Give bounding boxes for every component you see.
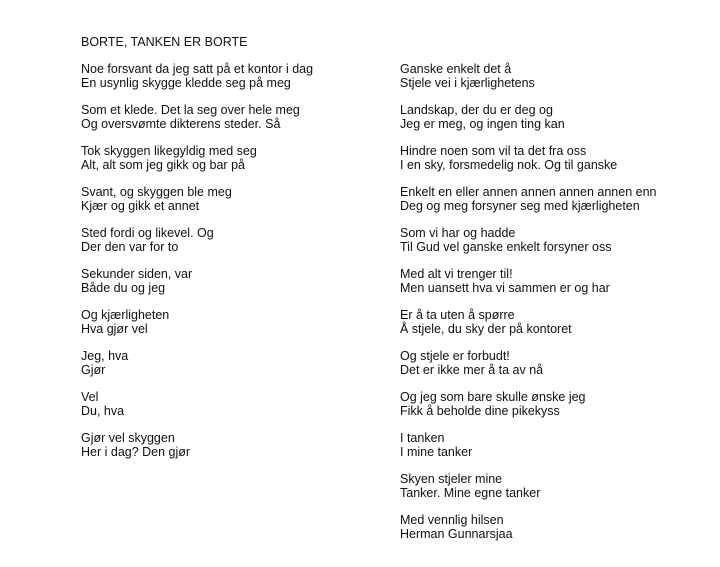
poem-line: Å stjele, du sky der på kontoret: [400, 322, 572, 336]
poem-line: Med vennlig hilsen: [400, 513, 504, 527]
stanza: [81, 390, 381, 418]
poem-line: Noe forsvant da jeg satt på et kontor i dag: [81, 62, 314, 76]
poem-line: Og jeg som bare skulle ønske jeg: [400, 390, 586, 404]
left-column: [81, 62, 381, 472]
poem-line: Som et klede. Det la seg over hele meg: [81, 103, 300, 117]
stanza: [400, 308, 700, 336]
poem-line: Og kjærligheten: [81, 308, 170, 322]
poem-line: Både du og jeg: [81, 281, 166, 295]
poem-line: I tanken: [400, 431, 445, 445]
poem-line: Jeg, hva: [81, 349, 129, 363]
poem-line: Er å ta uten å spørre: [400, 308, 515, 322]
stanza: [81, 431, 381, 459]
poem-line: Her i dag? Den gjør: [81, 445, 191, 459]
poem-line: Gjør: [81, 363, 106, 377]
stanza: [81, 267, 381, 295]
poem-line: Tanker. Mine egne tanker: [400, 486, 541, 500]
poem-line: Det er ikke mer å ta av nå: [400, 363, 544, 377]
poem-line: Med alt vi trenger til!: [400, 267, 513, 281]
poem-title: BORTE, TANKEN ER BORTE: [81, 35, 248, 49]
stanza: [400, 226, 700, 254]
poem-line: Tok skyggen likegyldig med seg: [81, 144, 257, 158]
poem-line: Skyen stjeler mine: [400, 472, 503, 486]
stanza: [400, 144, 700, 172]
poem-line: Men uansett hva vi sammen er og har: [400, 281, 610, 295]
poem-line: Jeg er meg, og ingen ting kan: [400, 117, 565, 131]
stanza: [81, 308, 381, 336]
stanza: [81, 103, 381, 131]
poem-line: I en sky, forsmedelig nok. Og til ganske: [400, 158, 618, 172]
right-column: [400, 62, 700, 554]
stanza: [81, 144, 381, 172]
poem-line: Hindre noen som vil ta det fra oss: [400, 144, 587, 158]
stanza: [400, 431, 700, 459]
poem-line: Og stjele er forbudt!: [400, 349, 510, 363]
poem-line: Stjele vei i kjærlighetens: [400, 76, 535, 90]
poem-line: I mine tanker: [400, 445, 473, 459]
poem-line: Vel: [81, 390, 99, 404]
stanza: [400, 349, 700, 377]
stanza: [400, 103, 700, 131]
stanza: [400, 390, 700, 418]
stanza: [400, 185, 700, 213]
poem-line: Som vi har og hadde: [400, 226, 516, 240]
stanza: [400, 62, 700, 90]
poem-line: Ganske enkelt det å: [400, 62, 512, 76]
poem-line: Kjær og gikk et annet: [81, 199, 200, 213]
stanza: [81, 226, 381, 254]
poem-line: Gjør vel skyggen: [81, 431, 175, 445]
poem-line: Der den var for to: [81, 240, 179, 254]
stanza: [81, 62, 381, 90]
poem-line: Sted fordi og likevel. Og: [81, 226, 214, 240]
stanza: [81, 349, 381, 377]
poem-line: Hva gjør vel: [81, 322, 148, 336]
poem-line: Alt, alt som jeg gikk og bar på: [81, 158, 245, 172]
poem-line: Og oversvømte dikterens steder. Så: [81, 117, 281, 131]
poem-line: Enkelt en eller annen annen annen annen enn: [400, 185, 657, 199]
stanza: [400, 513, 700, 541]
poem-line: Svant, og skyggen ble meg: [81, 185, 232, 199]
poem-line: En usynlig skygge kledde seg på meg: [81, 76, 291, 90]
stanza: [400, 267, 700, 295]
poem-line: Fikk å beholde dine pikekyss: [400, 404, 560, 418]
poem-line: Du, hva: [81, 404, 125, 418]
poem-line: Herman Gunnarsjaa: [400, 527, 513, 541]
poem-line: Deg og meg forsyner seg med kjærligheten: [400, 199, 640, 213]
poem-line: Sekunder siden, var: [81, 267, 193, 281]
stanza: [400, 472, 700, 500]
poem-line: Landskap, der du er deg og: [400, 103, 553, 117]
poem-line: Til Gud vel ganske enkelt forsyner oss: [400, 240, 612, 254]
stanza: [81, 185, 381, 213]
